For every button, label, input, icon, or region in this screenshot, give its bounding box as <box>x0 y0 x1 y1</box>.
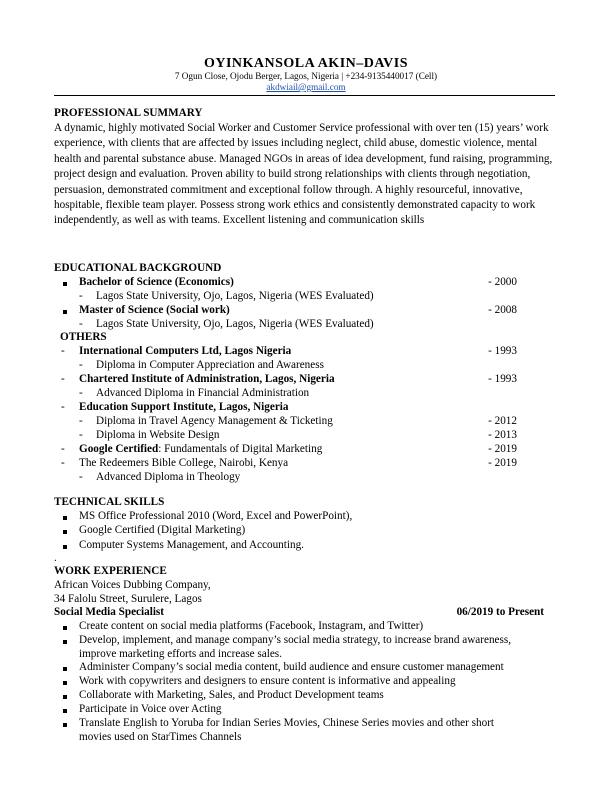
dash-marker: - <box>61 373 65 385</box>
skills-heading: TECHNICAL SKILLS <box>54 496 165 508</box>
other-year: - 2019 <box>488 443 517 455</box>
duty-item: Participate in Voice over Acting <box>79 703 222 715</box>
skill-item: Computer Systems Management, and Accounting. <box>79 539 304 551</box>
degree-year: - 2000 <box>488 276 517 288</box>
duty-item: Administer Company’s social media content, build audience and ensure customer management <box>79 661 504 673</box>
bullet-icon <box>63 282 67 286</box>
other-detail: Diploma in Travel Agency Management & Ticketing <box>96 415 333 427</box>
job-dates: 06/2019 to Present <box>456 606 544 618</box>
duty-item: Translate English to Yoruba for Indian Series Movies, Chinese Series movies and other short <box>79 717 495 729</box>
other-year: - 2013 <box>488 429 517 441</box>
degree-institution: Lagos State University, Ojo, Lagos, Nigeria (WES Evaluated) <box>96 318 374 330</box>
stray-dot: . <box>54 552 57 564</box>
duty-item: Create content on social media platforms (Facebook, Instagram, and Twitter) <box>79 620 424 632</box>
dash-marker: - <box>79 290 83 302</box>
header-divider <box>54 95 555 96</box>
dash-marker: - <box>79 415 83 427</box>
bullet-icon <box>63 723 67 727</box>
duty-item: Work with copywriters and designers to ensure content is informative and appealing <box>79 675 456 687</box>
email-link[interactable]: akdwiail@gmail.com <box>266 82 346 92</box>
bullet-icon <box>63 709 67 713</box>
bullet-icon <box>63 667 67 671</box>
dash-marker: - <box>61 401 65 413</box>
other-year: - 2012 <box>488 415 517 427</box>
candidate-name: OYINKANSOLA AKIN–DAVIS <box>203 56 409 71</box>
contact-line: 7 Ogun Close, Ojodu Berger, Lagos, Nigeria | +234-9135440017 (Cell) <box>174 71 438 81</box>
other-detail: Diploma in Website Design <box>96 429 220 441</box>
degree-title: Bachelor of Science (Economics) <box>79 276 234 288</box>
other-title: Education Support Institute, Lagos, Nigeria <box>79 401 289 413</box>
bullet-icon <box>63 310 67 314</box>
summary-text: A dynamic, highly motivated Social Worker and Customer Service professional with over ten (15) years’ work experience, with clients that are affected by issues including neglect, child abuse, domestic violence, mental health and parental substance abuse. Managed NGOs in areas of idea development, fund raising, programming, project design and evaluation. Proven ability to build strong relationships with clients through negotiation, persuasion, demonstrated commitment and exceptional follow through. A highly resourceful, innovative, hospitable, flexible team player. Possess strong work ethics and consistently demonstrated capacity to work independently, as well as with teams. Excellent listening and communication skills <box>54 122 553 227</box>
dash-marker: - <box>79 471 83 483</box>
google-certified-detail: : Fundamentals of Digital Marketing <box>158 443 323 455</box>
degree-title: Master of Science (Social work) <box>79 304 230 316</box>
duty-item-cont: improve marketing efforts and increase sales. <box>79 648 282 660</box>
bullet-icon <box>63 681 67 685</box>
company-name: African Voices Dubbing Company, <box>54 579 211 591</box>
skill-item: MS Office Professional 2010 (Word, Excel and PowerPoint), <box>79 510 353 522</box>
company-address: 34 Falolu Street, Surulere, Lagos <box>54 593 202 605</box>
other-detail: Diploma in Computer Appreciation and Awareness <box>96 359 324 371</box>
dash-marker: - <box>79 387 83 399</box>
bullet-icon <box>63 626 67 630</box>
work-heading: WORK EXPERIENCE <box>54 565 167 577</box>
skill-item: Google Certified (Digital Marketing) <box>79 524 246 536</box>
other-title: Chartered Institute of Administration, Lagos, Nigeria <box>79 373 335 385</box>
dash-marker: - <box>61 457 65 469</box>
degree-year: - 2008 <box>488 304 517 316</box>
job-role: Social Media Specialist <box>54 606 165 618</box>
dash-marker: - <box>79 359 83 371</box>
bullet-icon <box>63 530 67 534</box>
dash-marker: - <box>61 345 65 357</box>
dash-marker: - <box>79 318 83 330</box>
summary-heading: PROFESSIONAL SUMMARY <box>54 107 203 119</box>
education-heading: EDUCATIONAL BACKGROUND <box>54 262 222 274</box>
bullet-icon <box>63 545 67 549</box>
other-title: International Computers Ltd, Lagos Nigeria <box>79 345 292 357</box>
other-year: - 1993 <box>488 373 517 385</box>
bullet-icon <box>63 640 67 644</box>
duty-item: Collaborate with Marketing, Sales, and Product Development teams <box>79 689 384 701</box>
dash-marker: - <box>61 443 65 455</box>
bullet-icon <box>63 695 67 699</box>
duty-item: Develop, implement, and manage company’s social media strategy, to increase brand awareness, <box>79 634 512 646</box>
other-detail: Advanced Diploma in Financial Administration <box>96 387 310 399</box>
other-title: The Redeemers Bible College, Nairobi, Kenya <box>79 457 289 469</box>
duty-item-cont: movies used on StarTimes Channels <box>79 731 242 743</box>
degree-institution: Lagos State University, Ojo, Lagos, Nigeria (WES Evaluated) <box>96 290 374 302</box>
bullet-icon <box>63 516 67 520</box>
other-detail: Advanced Diploma in Theology <box>96 471 241 483</box>
other-title <box>79 443 322 455</box>
other-year: - 1993 <box>488 345 517 357</box>
other-year: - 2019 <box>488 457 517 469</box>
google-certified-label: Google Certified <box>79 443 159 455</box>
dash-marker: - <box>79 429 83 441</box>
others-heading: OTHERS <box>60 331 107 343</box>
